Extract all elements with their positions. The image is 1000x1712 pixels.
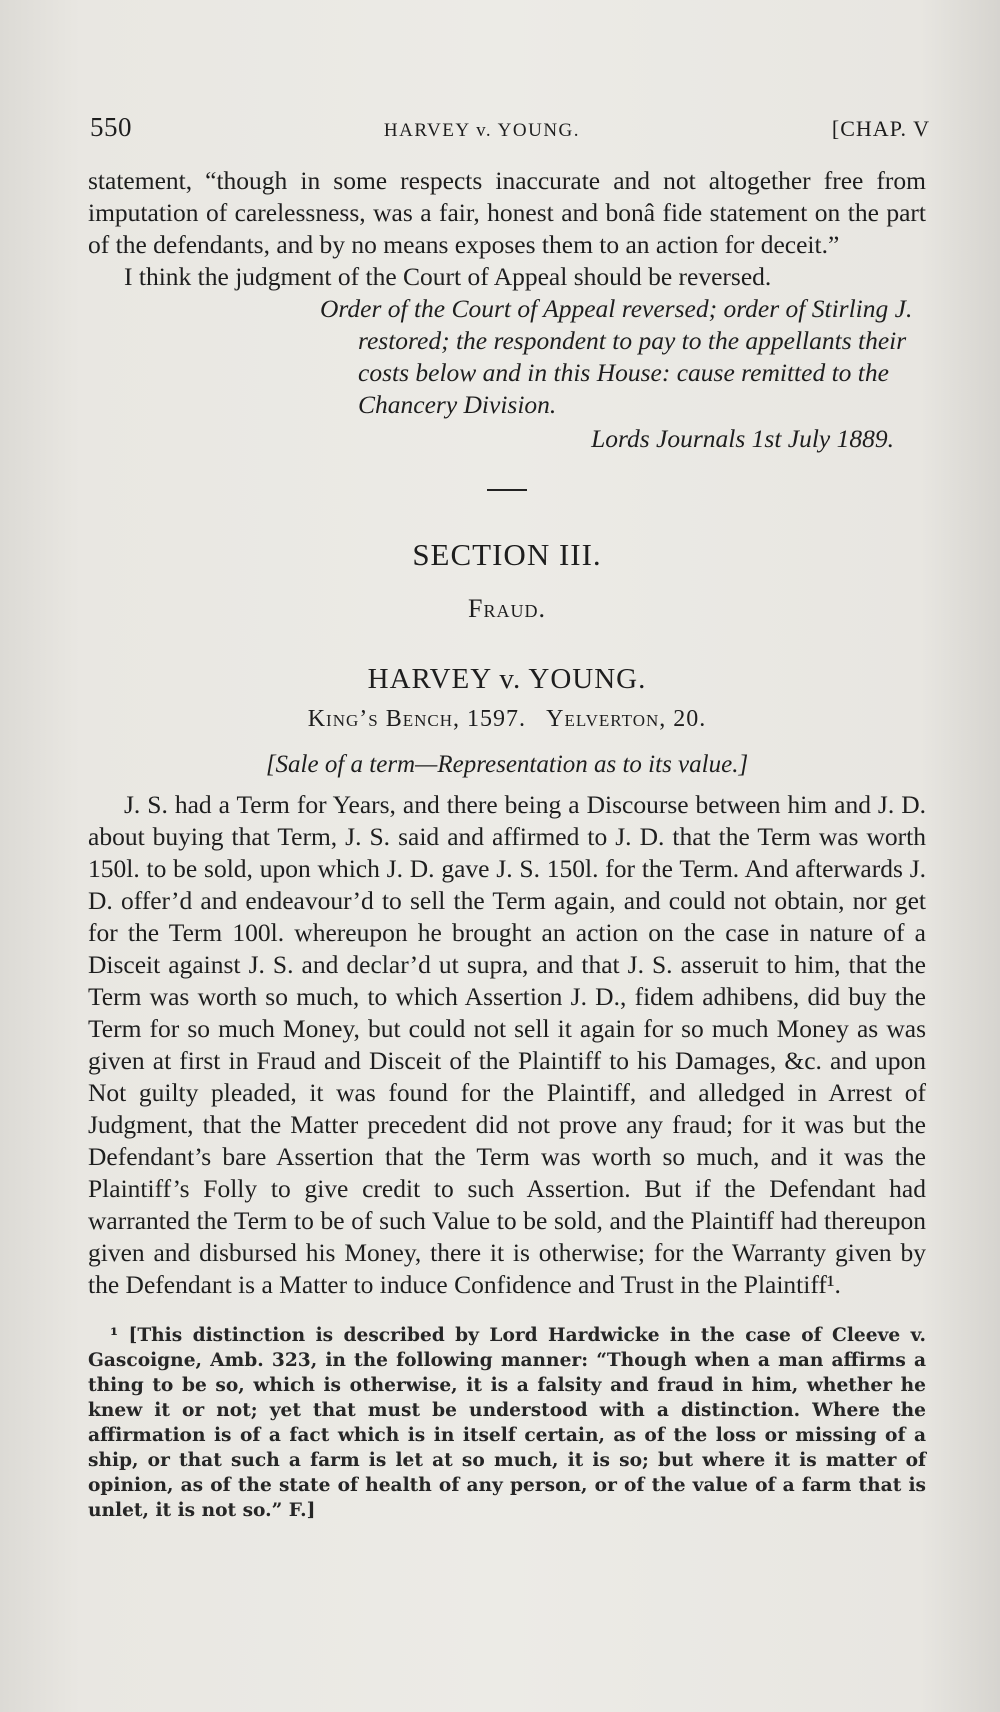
- section-subtitle: Fraud.: [468, 594, 546, 623]
- court-citation: [88, 703, 926, 735]
- court-name: King’s Bench, 1597.: [307, 706, 526, 732]
- running-title: HARVEY v. YOUNG.: [383, 120, 581, 141]
- case-summary: [88, 749, 926, 781]
- running-header: [90, 112, 930, 143]
- case-title: HARVEY v. YOUNG.: [367, 663, 647, 695]
- section-title: SECTION III.: [412, 537, 602, 572]
- order-text-content: Order of the Court of Appeal reversed; order of Stirling J. restored; the respondent to pay to the appellants their costs below and in this House: cause remitted to the Chancery Division.: [320, 294, 913, 419]
- page-body: [88, 165, 926, 1523]
- prev-case-paragraph: statement, “though in some respects inaccurate and not altogether free from imputation of carelessness, was a fair, honest and bonâ fide statement on the part of the defendants, and by no means exposes them to an action for deceit.”: [88, 166, 926, 259]
- lords-journals-citation: [88, 423, 926, 455]
- order-text: [320, 293, 926, 421]
- footnote: ¹ [This distinction is described by Lord Hardwicke in the case of Cleeve v. Gascoigne, Amb. 323, in the following manner: “Though when a man affirms a thing to be so, which is otherwise, it is a falsity and fraud in him, whether he knew it or not; yet that must be understood with a distinction. Where the affirmation is of a fact which is in itself certain, as of the loss or missing of a ship, or that such a farm is let at so much, it is so; but where it is matter of opinion, as of the state of health of any person, or of the value of a farm that is unlet, it is not so.” F.]: [88, 1325, 926, 1521]
- section-divider: [487, 489, 527, 491]
- case-summary-text: [Sale of a term—Representation as to its value.]: [265, 751, 749, 778]
- main-opinion-text: J. S. had a Term for Years, and there being a Discourse between him and J. D. about buying that Term, J. S. said and affirmed to J. D. that the Term was worth 150l. to be sold, upon which J. D. gave J. S. 150l. for the Term. And afterwards J. D. offer’d and endeavour’d to sell the Term again, and could not obtain, nor get for the Term 100l. whereupon he brought an action on the case in nature of a Disceit against J. S. and declar’d ut supra, and that J. S. asseruit to him, that the Term was worth so much, to which Assertion J. D., fidem adhibens, did buy the Term for so much Money, but could not sell it again for so much Money as was given at first in Fraud and Disceit of the Plaintiff to his Damages, &c. and upon Not guilty pleaded, it was found for the Plaintiff, and alledged in Arrest of Judgment, that the Matter precedent did not prove any fraud; for it was but the Defendant’s bare Assertion that the Term was worth so much, and it was the Plaintiff’s Folly to give credit to such Assertion. But if the Defendant had warranted the Term to be of such Value to be sold, and the Plaintiff had thereupon given and disbursed his Money, there it is otherwise; for the Warranty given by the Defendant is a Matter to induce Confidence and Trust in the Plaintiff¹.: [88, 790, 926, 1299]
- chapter-label: [CHAP. V: [831, 116, 930, 141]
- judgment-sentence: I think the judgment of the Court of Appeal should be reversed.: [124, 262, 772, 291]
- reporter-citation: Yelverton, 20.: [546, 706, 707, 732]
- lords-journals-text: Lords Journals 1st July 1889.: [591, 424, 894, 453]
- page-number: 550: [90, 112, 132, 142]
